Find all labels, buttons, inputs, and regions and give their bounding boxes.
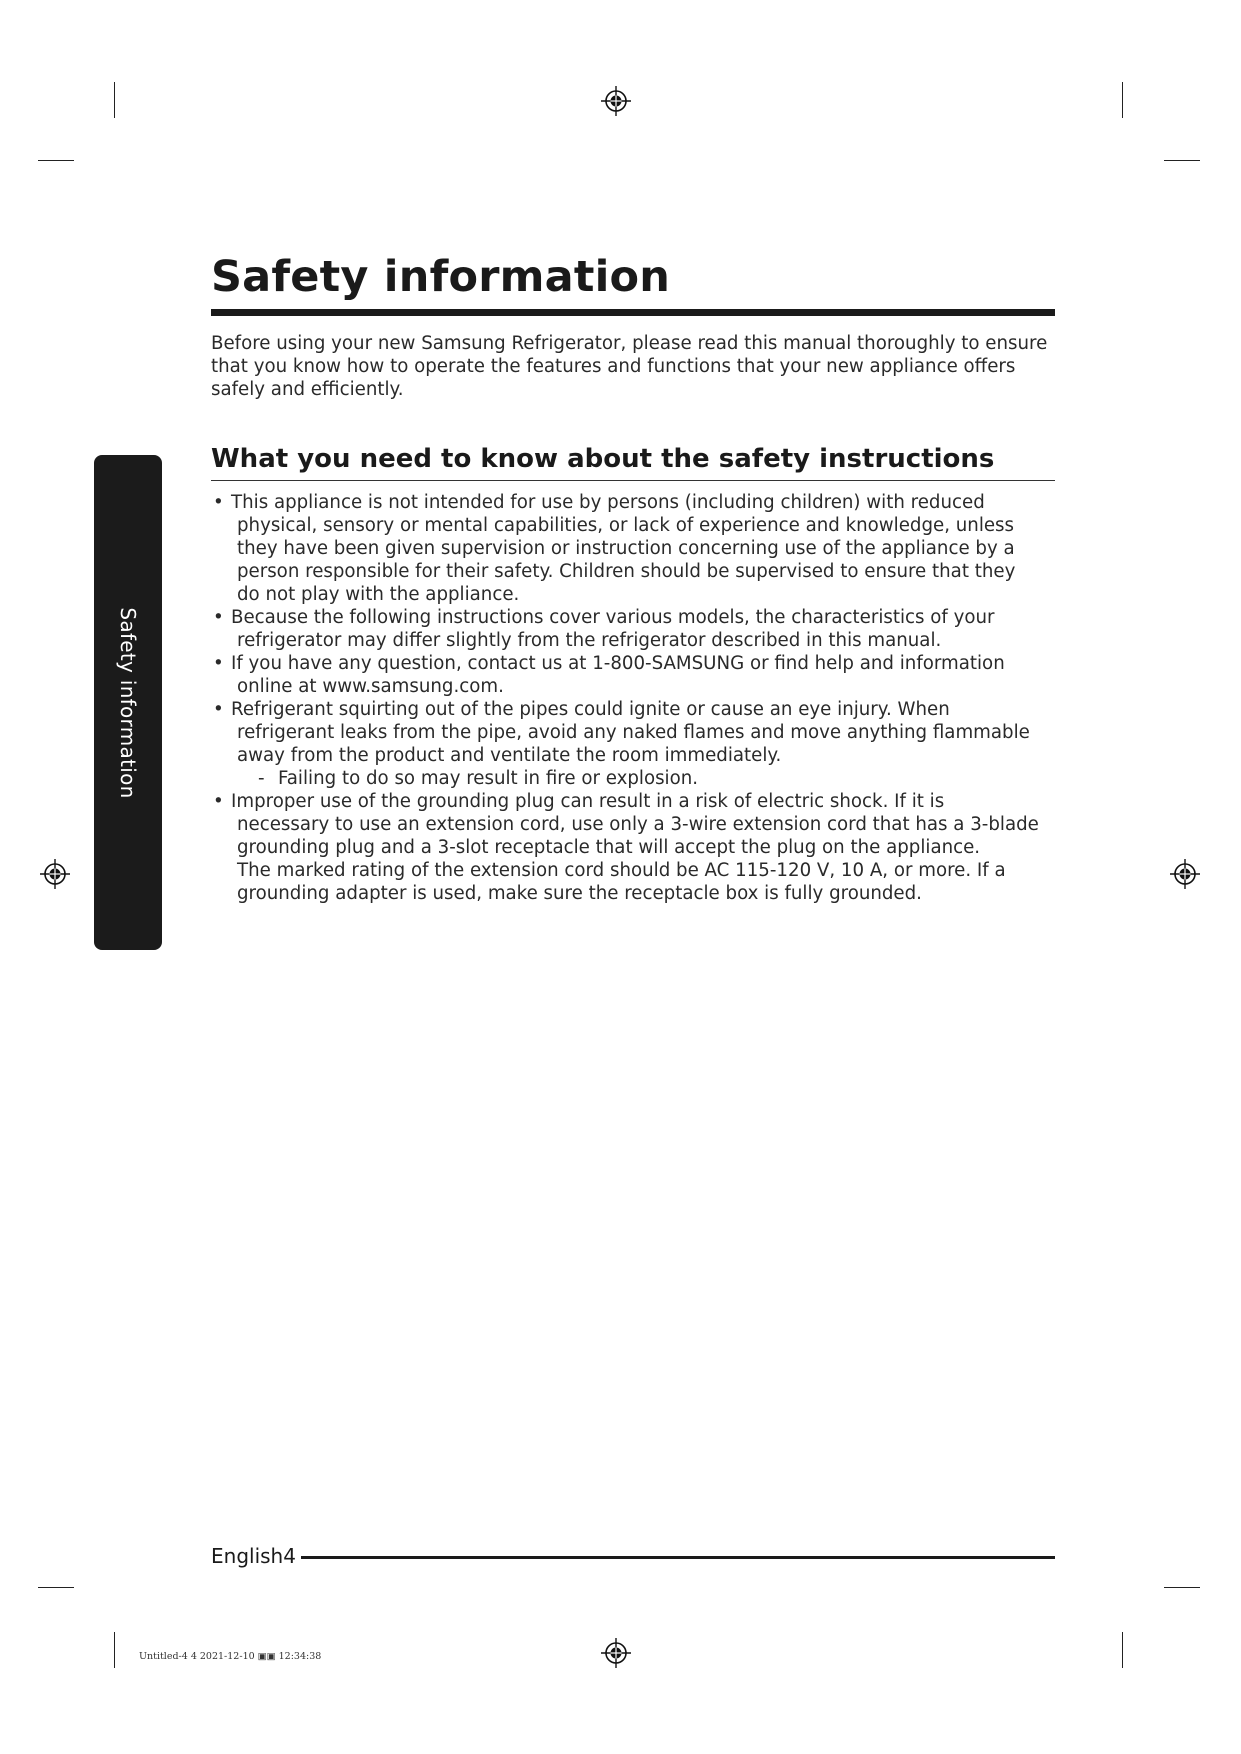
print-metadata: Untitled-4 4 2021-12-10 ▣▣ 12:34:38 — [139, 1651, 322, 1662]
crop-mark — [38, 160, 74, 161]
crop-mark — [114, 82, 115, 118]
bullet-text: Because the following instructions cover various models, the characteristics of your — [231, 607, 995, 628]
list-item — [211, 652, 1071, 698]
bullet-text: Refrigerant squirting out of the pipes could ignite or cause an eye injury. When — [231, 699, 950, 720]
list-item — [211, 790, 1071, 905]
section-title: What you need to know about the safety instructions — [211, 444, 995, 474]
title-rule — [211, 309, 1055, 316]
bullet-text: This appliance is not intended for use by persons (including children) with reduced — [231, 492, 985, 513]
bullet-icon: • — [213, 791, 224, 812]
registration-mark-icon — [601, 1638, 631, 1668]
dash-icon: - — [258, 768, 265, 789]
intro-paragraph: Before using your new Samsung Refrigerator, please read this manual thoroughly to ensure that you know how to operate the features and functions that your new appliance offers safely and efficiently. — [211, 333, 1048, 400]
sub-bullet-text: Failing to do so may result in fire or explosion. — [278, 768, 699, 789]
bullet-icon: • — [213, 653, 224, 674]
page-number: 4 — [283, 1544, 296, 1568]
bullet-icon: • — [213, 607, 224, 628]
bullet-text: grounding plug and a 3-slot receptacle that will accept the plug on the appliance. — [237, 837, 981, 858]
side-section-tab — [94, 455, 162, 950]
crop-mark — [1122, 1632, 1123, 1668]
bullet-text: The marked rating of the extension cord should be AC 115-120 V, 10 A, or more. If a — [237, 860, 1006, 881]
sub-bullet — [231, 767, 1071, 790]
page-footer — [211, 1544, 296, 1568]
footer-rule — [301, 1556, 1055, 1559]
bullet-text: necessary to use an extension cord, use only a 3-wire extension cord that has a 3-blade — [237, 814, 1039, 835]
list-item — [211, 491, 1071, 606]
bullet-text: grounding adapter is used, make sure the receptacle box is fully grounded. — [237, 883, 922, 904]
registration-mark-icon — [40, 859, 70, 889]
page-title: Safety information — [211, 252, 671, 302]
bullet-text: online at www.samsung.com. — [237, 676, 504, 697]
bullet-text: do not play with the appliance. — [237, 584, 520, 605]
section-rule — [211, 480, 1055, 481]
bullet-text: Improper use of the grounding plug can result in a risk of electric shock. If it is — [231, 791, 945, 812]
crop-mark — [1164, 160, 1200, 161]
bullet-text: refrigerator may differ slightly from the refrigerator described in this manual. — [237, 630, 942, 651]
bullet-icon: • — [213, 699, 224, 720]
footer-language: English — [211, 1544, 284, 1568]
side-tab-label: Safety information — [116, 606, 140, 799]
crop-mark — [1164, 1587, 1200, 1588]
bullet-text: person responsible for their safety. Children should be supervised to ensure that they — [237, 561, 1016, 582]
bullet-text: physical, sensory or mental capabilities, or lack of experience and knowledge, unless — [237, 515, 1015, 536]
list-item — [211, 698, 1071, 790]
bullet-icon: • — [213, 492, 224, 513]
bullet-text: they have been given supervision or instruction concerning use of the appliance by a — [237, 538, 1015, 559]
registration-mark-icon — [601, 86, 631, 116]
bullet-text: away from the product and ventilate the room immediately. — [237, 745, 782, 766]
registration-mark-icon — [1170, 859, 1200, 889]
crop-mark — [38, 1587, 74, 1588]
list-item — [211, 606, 1071, 652]
safety-bullet-list — [211, 491, 1071, 905]
bullet-text: If you have any question, contact us at 1-800-SAMSUNG or find help and information — [231, 653, 1005, 674]
bullet-text: refrigerant leaks from the pipe, avoid any naked flames and move anything flammable — [237, 722, 1030, 743]
crop-mark — [1122, 82, 1123, 118]
crop-mark — [114, 1632, 115, 1668]
